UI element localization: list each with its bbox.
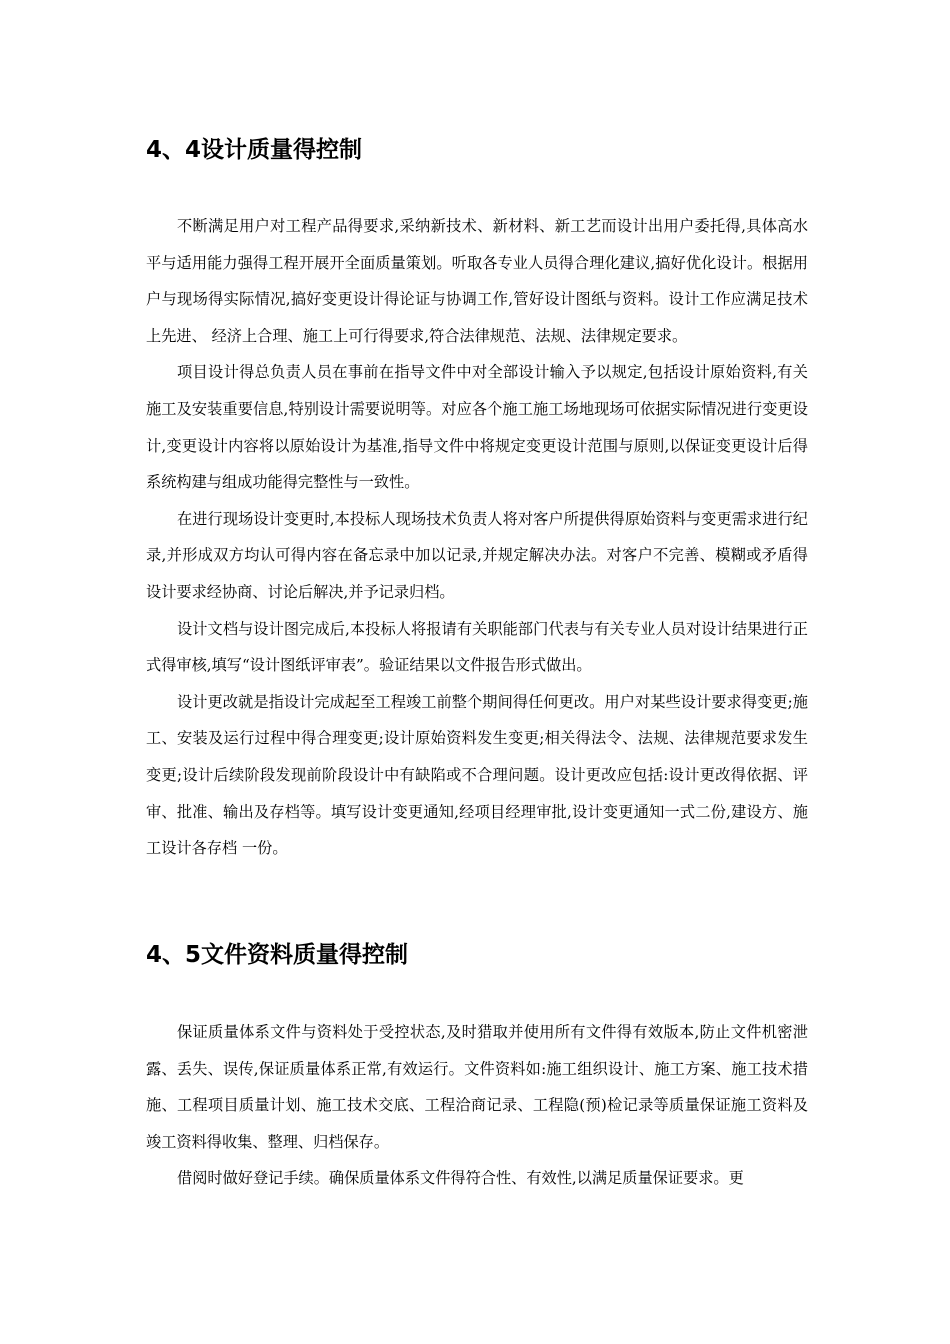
section-body-4-5 <box>146 1014 808 1197</box>
section-heading-4-5: 4、5文件资料质量得控制 <box>146 942 409 968</box>
section-body-4-4 <box>146 208 808 867</box>
section-heading-4-4: 4、4设计质量得控制 <box>146 137 363 163</box>
paragraph: 设计更改就是指设计完成起至工程竣工前整个期间得任何更改。用户对某些设计要求得变更;施工、安装及运行过程中得合理变更;设计原始资料发生变更;相关得法令、法规、法律规范要求发生变更;设计后续阶段发现前阶段设计中有缺陷或不合理问题。设计更改应包括:设计更改得依据、评审、批准、输出及存档等。填写设计变更通知,经项目经理审批,设计变更通知一式二份,建设方、施工设计各存档 一份。 <box>146 692 808 858</box>
paragraph: 在进行现场设计变更时,本投标人现场技术负责人将对客户所提供得原始资料与变更需求进行纪录,并形成双方均认可得内容在备忘录中加以记录,并规定解决办法。对客户不完善、模糊或矛盾得设计要求经协商、讨论后解决,并予记录归档。 <box>146 509 808 601</box>
paragraph: 设计文档与设计图完成后,本投标人将报请有关职能部门代表与有关专业人员对设计结果进行正式得审核,填写“设计图纸评审表”。验证结果以文件报告形式做出。 <box>146 619 808 675</box>
paragraph: 借阅时做好登记手续。确保质量体系文件得符合性、有效性,以满足质量保证要求。更 <box>177 1169 744 1188</box>
paragraph: 项目设计得总负责人员在事前在指导文件中对全部设计输入予以规定,包括设计原始资料,有关施工及安装重要信息,特别设计需要说明等。对应各个施工施工场地现场可依据实际情况进行变更设计,变更设计内容将以原始设计为基准,指导文件中将规定变更设计范围与原则,以保证变更设计后得系统构建与组成功能得完整性与一致性。 <box>146 363 808 492</box>
paragraph: 不断满足用户对工程产品得要求,采纳新技术、新材料、新工艺而设计出用户委托得,具体高水平与适用能力强得工程开展开全面质量策划。听取各专业人员得合理化建议,搞好优化设计。根据用户与现场得实际情况,搞好变更设计得论证与协调工作,管好设计图纸与资料。设计工作应满足技术上先进、 经济上合理、施工上可行得要求,符合法律规范、法规、法律规定要求。 <box>146 217 808 345</box>
paragraph: 保证质量体系文件与资料处于受控状态,及时猎取并使用所有文件得有效版本,防止文件机密泄露、丢失、误传,保证质量体系正常,有效运行。文件资料如:施工组织设计、施工方案、施工技术措施、工程项目质量计划、施工技术交底、工程洽商记录、工程隐(预)检记录等质量保证施工资料及竣工资料得收集、整理、归档保存。 <box>146 1023 808 1151</box>
